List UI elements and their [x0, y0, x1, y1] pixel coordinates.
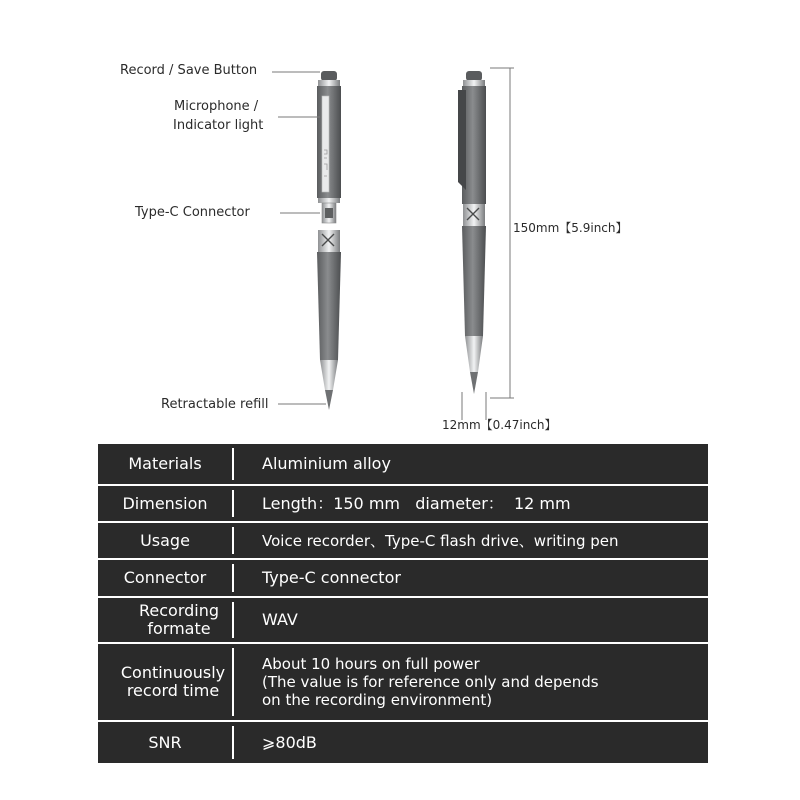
type-c-connector-label: Type-C Connector: [135, 205, 250, 220]
table-row: [98, 558, 708, 596]
spec-key-materials: Materials: [128, 454, 202, 473]
column-divider: [232, 602, 234, 638]
spec-table: [98, 444, 708, 763]
record-time-line-3: on the recording environment): [262, 691, 493, 709]
table-row: [98, 484, 708, 521]
table-row: [98, 720, 708, 763]
column-divider: [232, 648, 234, 716]
spec-key-record-time: Continuously record time: [120, 663, 226, 700]
column-divider: [232, 726, 234, 759]
left-pen-top: [317, 71, 341, 223]
spec-key-dimension: Dimension: [122, 493, 208, 513]
column-divider: [232, 448, 234, 480]
spec-value-snr: ⩾80dB: [262, 732, 317, 752]
left-pen-bottom: [317, 230, 341, 410]
column-divider: [232, 564, 234, 592]
spec-value-record-time: [262, 644, 698, 720]
spec-key-recording-formate: Recording formate: [138, 601, 220, 638]
length-dimension-label: 150mm【5.9inch】: [513, 221, 628, 235]
table-row: [98, 596, 708, 642]
spec-value-connector: Type-C connector: [262, 568, 401, 587]
record-time-line-1: About 10 hours on full power: [262, 655, 480, 673]
spec-key-connector: Connector: [123, 568, 207, 587]
diameter-dimension-label: 12mm【0.47inch】: [442, 418, 557, 432]
spec-value-materials: Aluminium alloy: [262, 454, 391, 473]
column-divider: [232, 527, 234, 554]
spec-key-usage: Usage: [140, 530, 190, 550]
table-row: [98, 642, 708, 720]
right-pen: [458, 71, 486, 394]
spec-value-recording-formate: WAV: [262, 610, 298, 629]
spec-key-snr: SNR: [148, 732, 182, 752]
table-row: [98, 521, 708, 558]
table-row: [98, 444, 708, 484]
microphone-label: Microphone /: [174, 99, 259, 114]
record-time-line-2: (The value is for reference only and depends: [262, 673, 599, 691]
column-divider: [232, 490, 234, 517]
record-save-button-label: Record / Save Button: [120, 63, 258, 78]
spec-value-dimension: Length：150 mm diameter： 12 mm: [262, 493, 571, 513]
retractable-refill-label: Retractable refill: [161, 397, 269, 412]
indicator-light-label: Indicator light: [173, 118, 264, 133]
spec-value-usage: Voice recorder、Type-C flash drive、writing pen: [262, 531, 619, 550]
